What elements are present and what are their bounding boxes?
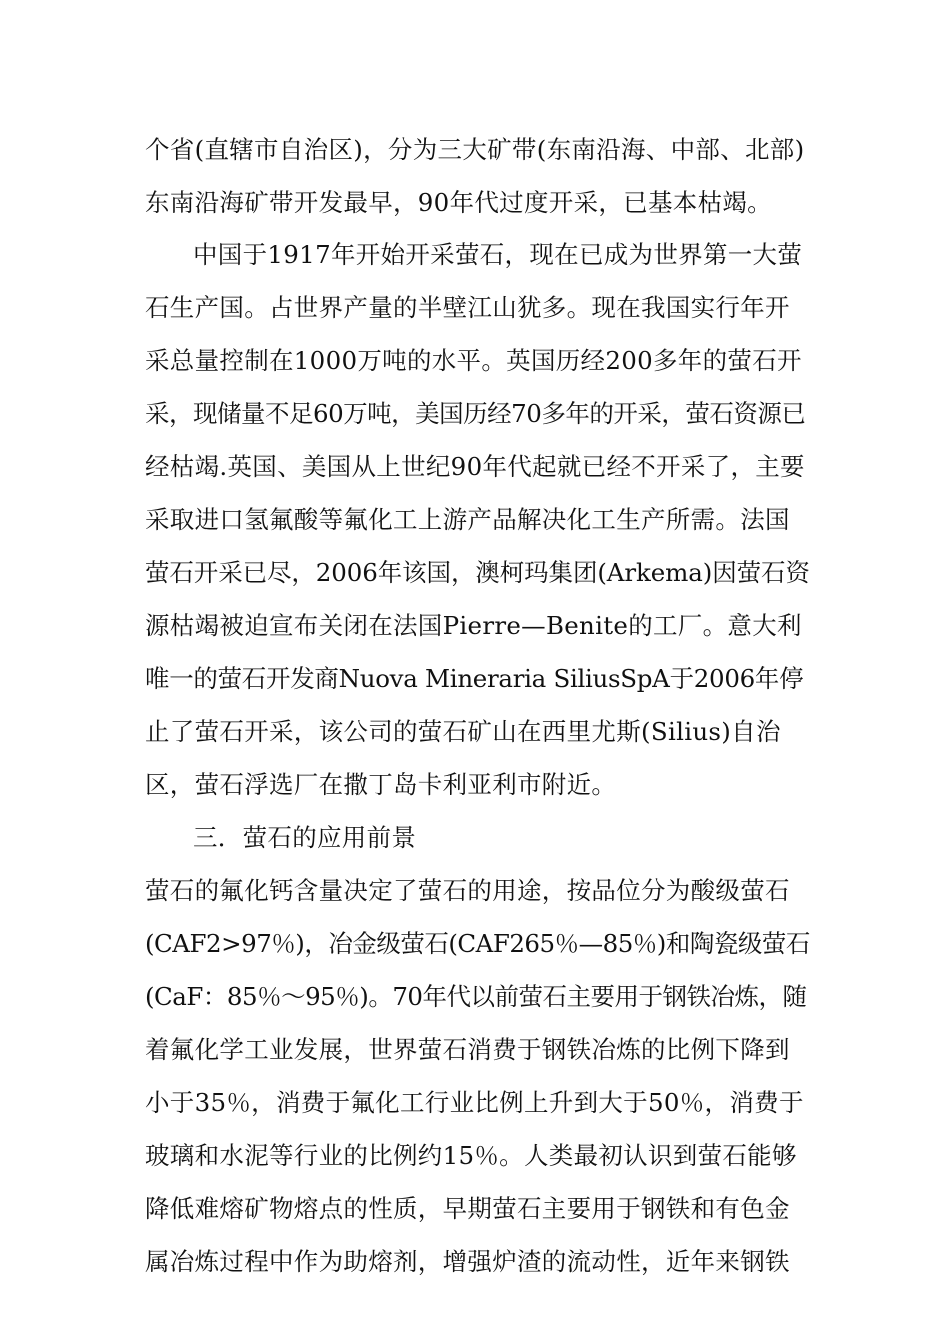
text-line: 经枯竭.英国、美国从上世纪90年代起就已经不开采了，主要 <box>145 452 805 481</box>
text-line: 源枯竭被迫宣布关闭在法国Pierre—Benite的工厂。意大利 <box>145 611 802 640</box>
text-line: 降低难熔矿物熔点的性质，早期萤石主要用于钢铁和有色金 <box>145 1194 790 1223</box>
text-line: (CAF2>97％)，冶金级萤石(CAF265％—85％)和陶瓷级萤石 <box>145 929 810 958</box>
text-line: 唯一的萤石开发商Nuova Mineraria SiliusSpA于2006年停 <box>145 664 804 693</box>
section-heading: 三．萤石的应用前景 <box>193 823 417 852</box>
text-line: 采，现储量不足60万吨，美国历经70多年的开采，萤石资源已 <box>145 399 806 428</box>
text-line: 玻璃和水泥等行业的比例约15％。人类最初认识到萤石能够 <box>145 1141 797 1170</box>
text-line: 止了萤石开采，该公司的萤石矿山在西里尤斯(Silius)自治 <box>145 717 781 746</box>
text-line: 着氟化学工业发展，世界萤石消费于钢铁冶炼的比例下降到 <box>145 1035 790 1064</box>
text-line: 萤石开采已尽，2006年该国，澳柯玛集团(Arkema)因萤石资 <box>145 558 810 587</box>
text-line: 属冶炼过程中作为助熔剂，增强炉渣的流动性，近年来钢铁 <box>145 1247 790 1276</box>
text-line: 采取进口氢氟酸等氟化工上游产品解决化工生产所需。法国 <box>145 505 790 534</box>
text-line: 采总量控制在1000万吨的水平。英国历经200多年的萤石开 <box>145 346 802 375</box>
text-line: 个省(直辖市自治区)，分为三大矿带(东南沿海、中部、北部) <box>145 135 805 164</box>
text-line: 石生产国。占世界产量的半壁江山犹多。现在我国实行年开 <box>145 293 790 322</box>
text-line: 萤石的氟化钙含量决定了萤石的用途，按品位分为酸级萤石 <box>145 876 790 905</box>
text-line: 东南沿海矿带开发最早，90年代过度开采，已基本枯竭。 <box>145 188 772 217</box>
text-line: 区，萤石浮选厂在撒丁岛卡利亚利市附近。 <box>145 770 617 799</box>
paragraph-start-line: 中国于1917年开始开采萤石，现在已成为世界第一大萤 <box>193 240 803 269</box>
text-line: 小于35％，消费于氟化工行业比例上升到大于50％，消费于 <box>145 1088 804 1117</box>
text-line: (CaF：85％～95％)。70年代以前萤石主要用于钢铁冶炼，随 <box>145 982 807 1011</box>
